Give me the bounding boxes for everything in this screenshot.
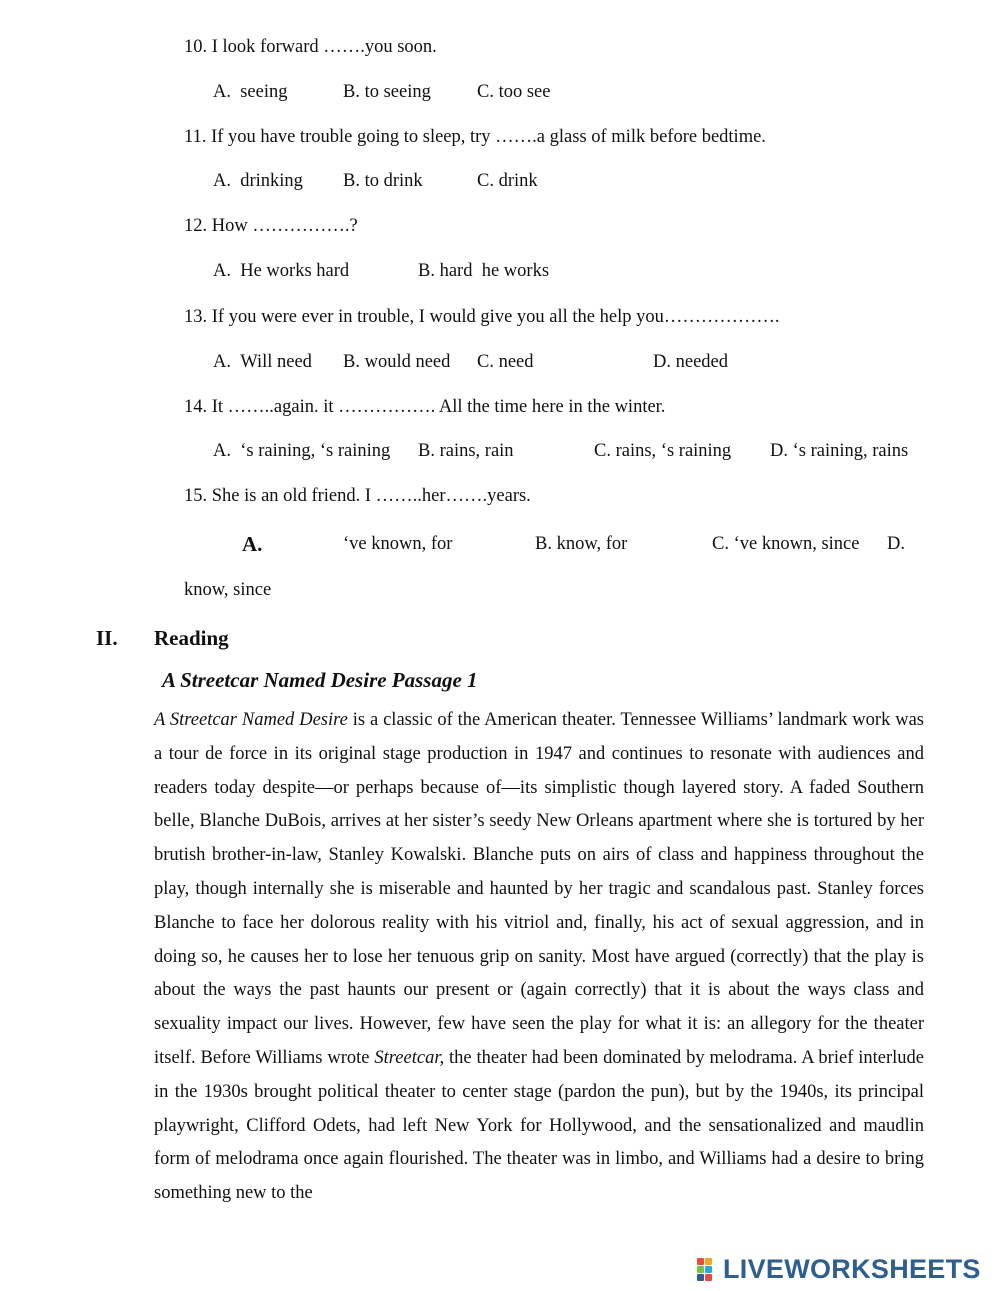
option-15c: C. ‘ve known, since — [712, 534, 860, 554]
question-11: 11. If you have trouble going to sleep, try …….a glass of milk before bedtime. — [184, 127, 766, 147]
option-14b: B. rains, rain — [418, 441, 514, 461]
option-13a: A. Will need — [213, 352, 312, 372]
passage-body — [154, 704, 924, 1211]
play-title: A Streetcar Named Desire — [154, 710, 348, 730]
option-12b: B. hard he works — [418, 261, 550, 281]
option-14c: C. rains, ‘s raining — [594, 441, 732, 461]
liveworksheets-logo[interactable] — [697, 1252, 981, 1286]
option-11b: B. to drink — [343, 171, 423, 191]
option-13b: B. would need — [343, 352, 451, 372]
option-14d: D. ‘s raining, rains — [770, 441, 909, 461]
question-13: 13. If you were ever in trouble, I would give you all the help you………………. — [184, 307, 780, 327]
option-10c: C. too see — [477, 82, 551, 102]
option-11a: A. drinking — [213, 171, 303, 191]
section-title: Reading — [154, 626, 229, 650]
passage-text-2: the theater had been dominated by melodrama. A brief interlude in the 1930s brought political theater to center stage (pardon the pun), but by the 1940s, its principal playwright, Clifford Odets, had left New York for Hollywood, and the sensationalized and maudlin form of melodrama once again flourished. The theater was in limbo, and Williams had a desire to bring something new to the — [154, 1047, 924, 1204]
option-15d-letter: D. — [887, 534, 905, 554]
short-title: Streetcar, — [374, 1047, 445, 1068]
logo-text: LIVEWORKSHEETS — [723, 1253, 981, 1284]
option-14a: A. ‘s raining, ‘s raining — [213, 441, 391, 461]
option-13c: C. need — [477, 352, 534, 372]
option-15a-letter: A. — [242, 532, 263, 556]
option-10b: B. to seeing — [343, 82, 431, 102]
option-15a: ‘ve known, for — [343, 534, 453, 554]
question-12: 12. How …………….? — [184, 216, 358, 236]
option-15b: B. know, for — [535, 534, 628, 554]
question-14: 14. It ……..again. it ……………. All the time here in the winter. — [184, 397, 666, 417]
option-10a: A. seeing — [213, 82, 288, 102]
option-13d: D. needed — [653, 352, 728, 372]
passage-text-1: is a classic of the American theater. Tennessee Williams’ landmark work was a tour de force in its original stage production in 1947 and continues to resonate with audiences and readers today despite—or perhaps because of—its simplistic though layered story. A faded Southern belle, Blanche DuBois, arrives at her sister’s seedy New Orleans apartment where she is tortured by her brutish brother-in-law, Stanley Kowalski. Blanche puts on airs of class and happiness throughout the play, though internally she is miserable and haunted by her tragic and scandalous past. Stanley forces Blanche to face her dolorous reality with his vitriol and, finally, his act of sexual aggression, and in doing so, he causes her to lose her tenuous grip on sanity. Most have argued (correctly) that the play is about the ways the past haunts our present or (again correctly) that it is about the ways class and sexuality impact our lives. However, few have seen the play for what it is: an allegory for the theater itself. Before Williams wrote — [154, 710, 924, 1068]
option-15d: know, since — [184, 580, 272, 600]
question-10: 10. I look forward …….you soon. — [184, 37, 437, 57]
option-12a: A. He works hard — [213, 261, 350, 281]
section-number: II. — [96, 626, 118, 650]
passage-title: A Streetcar Named Desire Passage 1 — [162, 668, 478, 692]
logo-blocks-icon — [697, 1258, 719, 1280]
question-15: 15. She is an old friend. I ……..her…….years. — [184, 486, 531, 506]
option-11c: C. drink — [477, 171, 538, 191]
